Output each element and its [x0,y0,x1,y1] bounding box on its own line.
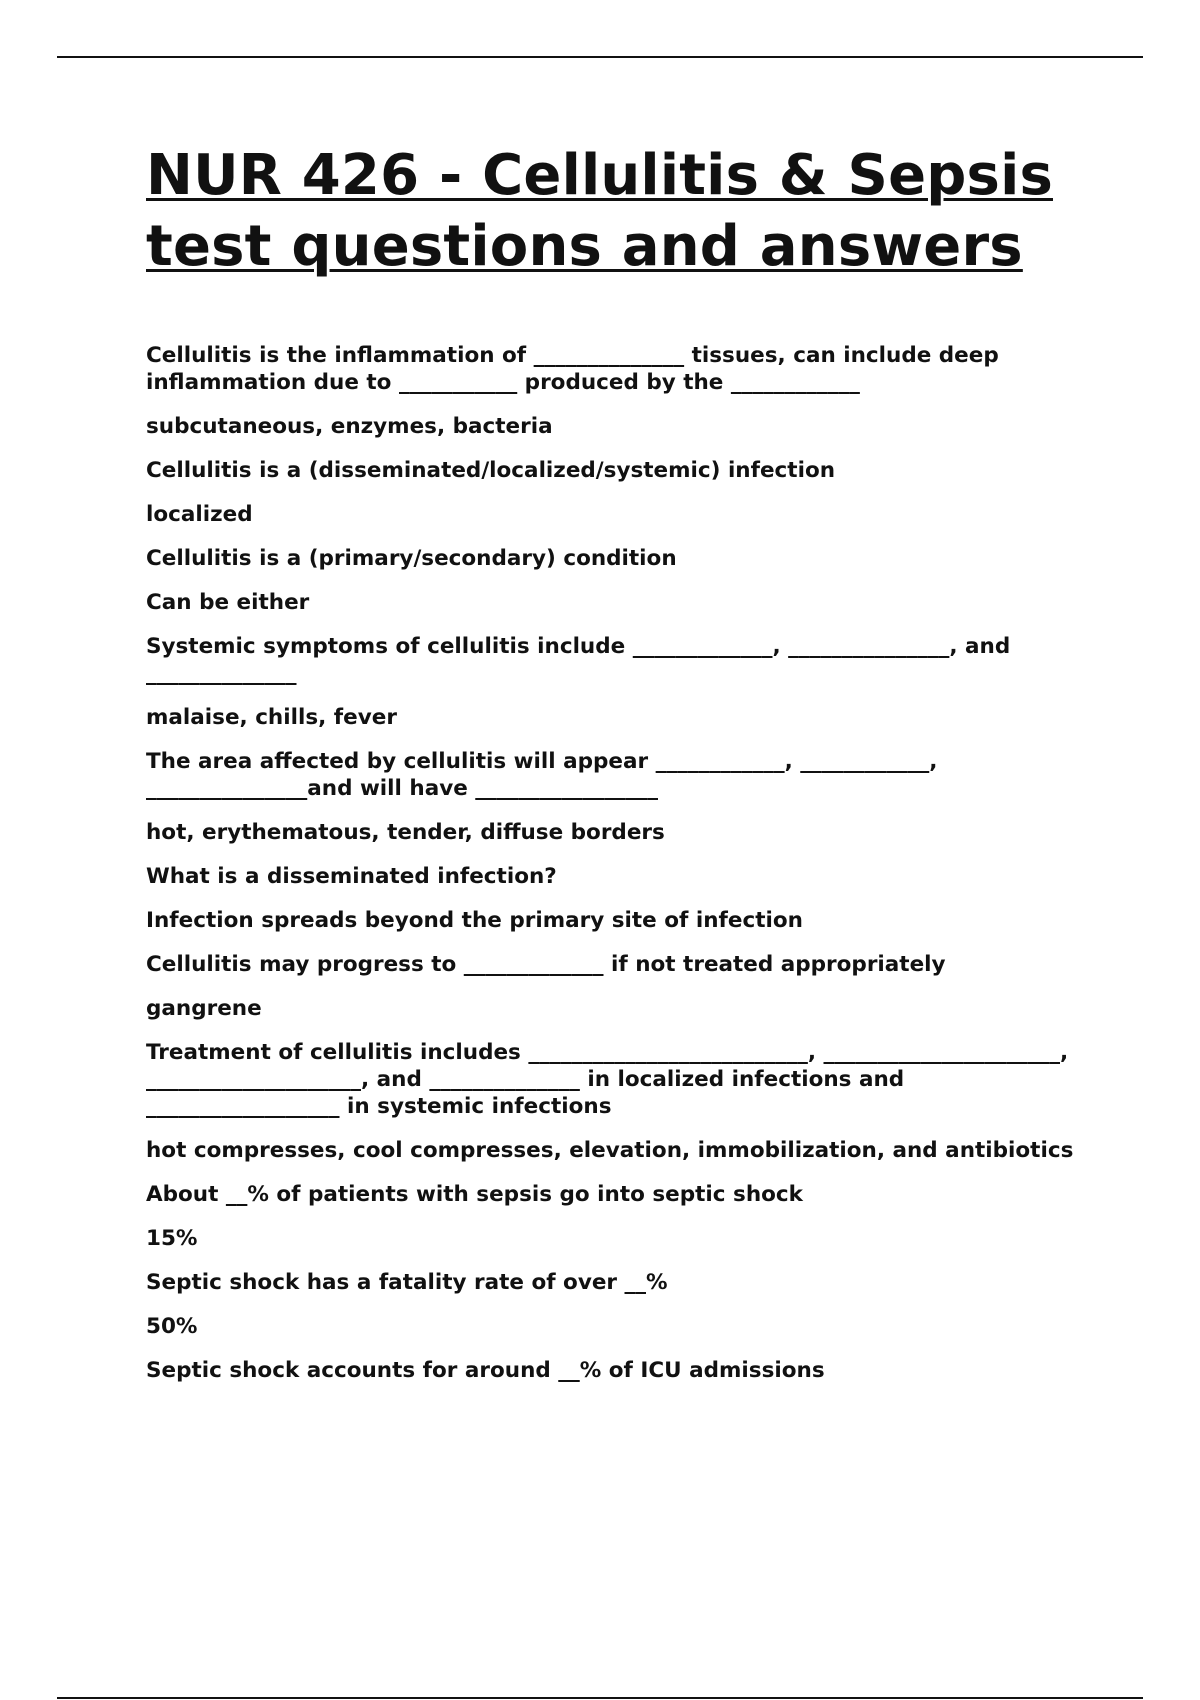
question-5: The area affected by cellulitis will appear ____________, ____________, _______________and will have _________________ [146,749,945,801]
document-page [146,140,1096,1401]
question-7: Cellulitis may progress to _____________ if not treated appropriately [146,952,946,977]
answer-5: hot, erythematous, tender, diffuse borders [146,820,665,845]
answer-3: Can be either [146,590,310,615]
question-8: Treatment of cellulitis includes __________________________, ______________________, ____________________, and ______________ in localized infections and __________________ in systemic infections [146,1040,1076,1119]
answer-8: hot compresses, cool compresses, elevation, immobilization, and antibiotics [146,1138,1074,1163]
bottom-rule [57,1697,1143,1699]
answer-4: malaise, chills, fever [146,705,397,730]
answer-6: Infection spreads beyond the primary site of infection [146,908,803,933]
top-rule [57,56,1143,58]
document-title: NUR 426 - Cellulitis & Sepsis test questions and answers [146,143,1053,279]
question-10: Septic shock has a fatality rate of over __% [146,1270,668,1295]
answer-9: 15% [146,1226,198,1251]
question-6: What is a disseminated infection? [146,864,557,889]
answer-1: subcutaneous, enzymes, bacteria [146,414,553,439]
answer-2: localized [146,502,253,527]
answer-7: gangrene [146,996,262,1021]
question-3: Cellulitis is a (primary/secondary) condition [146,546,677,571]
question-2: Cellulitis is a (disseminated/localized/systemic) infection [146,458,836,483]
answer-10: 50% [146,1314,198,1339]
question-11: Septic shock accounts for around __% of ICU admissions [146,1358,825,1383]
question-1: Cellulitis is the inflammation of ______________ tissues, can include deep inflammation due to ___________ produced by the ____________ [146,343,1007,395]
question-9: About __% of patients with sepsis go into septic shock [146,1182,803,1207]
qa-list [146,342,1096,1384]
question-4: Systemic symptoms of cellulitis include _____________, _______________, and ______________ [146,634,1018,686]
